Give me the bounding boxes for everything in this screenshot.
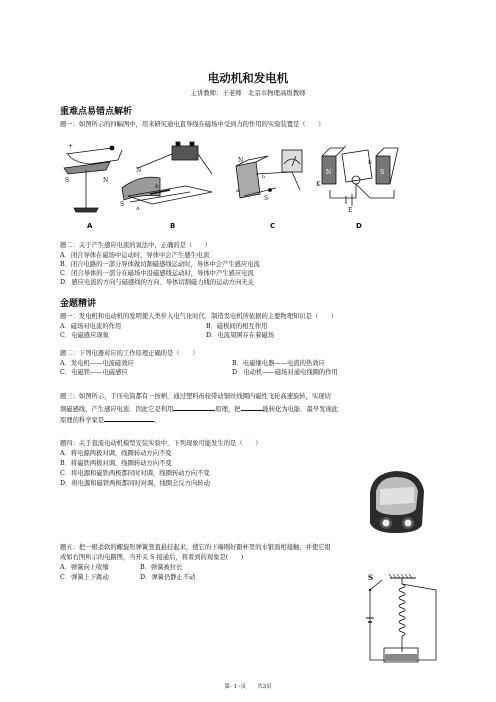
q2-option-b: B．闭合电路的一部分导体做切割磁感线运动时，导体中会产生感应电流: [60, 261, 260, 268]
svg-text:A: A: [136, 206, 140, 212]
q7-option-a: A．弹簧向上收缩: [60, 564, 109, 571]
q7-option-d: D．弹簧仍静止不动: [140, 574, 196, 581]
svg-text:B: B: [155, 184, 159, 190]
svg-text:N: N: [136, 167, 142, 174]
q5-blank-principle[interactable]: [173, 404, 215, 411]
svg-text:a: a: [236, 188, 239, 194]
q7-option-c: C．弹簧上下跳动: [60, 574, 109, 581]
svg-text:B: B: [368, 160, 372, 166]
figure-label-b: B: [170, 222, 176, 230]
switch-label: S: [368, 573, 374, 582]
q5-line-1: 题三：如图所示，手压电筒都有一按柄，通过塑料齿轮带动铜丝线圈内磁性飞轮高速旋转，实现切: [60, 393, 331, 400]
q1-text: 题一：如图所示的四幅图中，用来研究通电直导线在磁场中受到力的作用的实验装置是（ ）: [60, 121, 325, 128]
q6-option-c: C．将电源和磁铁两极都同时对调，线圈转动方向不变: [60, 470, 210, 477]
q3-option-a: A．磁场对电流的作用: [60, 323, 122, 330]
figure-label-a: A: [87, 222, 93, 230]
svg-text:c: c: [344, 144, 347, 150]
q1-figures: [0, 134, 496, 244]
figure-label-d: D: [356, 222, 362, 230]
q2-option-a: A．闭合导体在磁场中运动时，导体中会产生感生电流: [60, 252, 210, 259]
q3-option-d: D．电流周围存在着磁场: [206, 332, 275, 339]
figure-d-diagram: [316, 144, 398, 214]
q5-line-3-b: 。: [154, 417, 161, 424]
q6-option-a: A．将电源两极对调，线圈转动方向不变: [60, 450, 172, 457]
q4-text: 题二：下列电器对应的工作原理正确的是（ ）: [60, 350, 199, 357]
figure-b-diagram: [120, 142, 212, 212]
svg-text:S: S: [65, 177, 70, 184]
q3-text: 题一：发电机和电动机的发明使人类步入电气化时代．制造发电机所依据的主要物理知识是（ ）: [60, 313, 338, 320]
q7-line-1: 题五：把一根柔软的螺旋形弹簧竖直悬挂起来，使它的下端刚好跟杯里的水银面相接触，并使它组: [60, 544, 331, 551]
svg-text:S: S: [120, 201, 125, 208]
svg-text:K: K: [316, 181, 321, 188]
spring-circuit-diagram: [362, 570, 452, 670]
q7-option-b: B．弹簧被拉长: [140, 564, 183, 571]
figure-a-diagram: [64, 143, 125, 212]
svg-text:N: N: [326, 169, 332, 176]
q5-line-2-c: 能转化为电能．最早发现此: [262, 406, 339, 413]
q3-option-c: C．电磁感应现象: [60, 332, 109, 339]
svg-text:E: E: [348, 207, 353, 214]
q2-option-c: C．闭合导体的一部分在磁场中沿磁感线运动时，导体中产生感应电流: [60, 270, 254, 277]
q6-text: 题四：关于直流电动机模型安装实验中，下列现象可能发生的是（ ）: [60, 440, 262, 447]
svg-text:S: S: [264, 195, 269, 202]
figure-label-c: C: [270, 222, 276, 230]
svg-text:N: N: [238, 157, 244, 164]
q5-line-3-a: 原理的科学家是: [60, 417, 105, 424]
q5-blank-scientist[interactable]: [104, 415, 154, 422]
q4-option-d: D．电动机——磁场对通电线圈的作用: [232, 369, 338, 376]
q6-option-d: D．将电源和磁铁两极都同时对调，线圈会反方向转动: [60, 480, 210, 487]
q2-text: 题二：关于产生感应电流的说法中，正确的是（ ）: [60, 242, 212, 249]
q5-blank-energy[interactable]: [241, 404, 263, 411]
q4-option-c: C．电磁铁——电磁感应: [60, 369, 128, 376]
section-heading-1: 重难点易错点解析: [60, 107, 133, 117]
figure-c-diagram: [236, 150, 302, 202]
q5-line-3: [60, 415, 160, 425]
q5-line-2-b: 原理，把: [215, 406, 241, 413]
svg-text:S: S: [380, 169, 385, 176]
q5-line-2-a: 割磁感线，产生感应电流．因此它是利用: [60, 406, 174, 413]
page-footer: 第- 1 -页 共3页: [224, 684, 272, 690]
svg-text:b: b: [262, 174, 266, 180]
q6-option-b: B．将磁铁两极对调，线圈转动方向不变: [60, 460, 172, 467]
svg-text:N: N: [103, 177, 109, 184]
q5-line-2: [60, 404, 338, 414]
q4-option-a: A．发电机——电流磁效应: [60, 360, 134, 367]
q3-option-b: B．磁极间的相互作用: [206, 323, 268, 330]
q2-option-d: D．感应电流的方向与磁感线的方向、导体切割磁力线的运动方向无关: [60, 279, 254, 286]
section-heading-2: 金题精讲: [60, 299, 97, 309]
page-subtitle: 主讲教师：王老师 北京市物理高级教师: [190, 89, 306, 97]
page-title: 电动机和发电机: [207, 71, 289, 85]
svg-text:+: +: [68, 143, 74, 150]
flashlight-photo: [362, 465, 432, 535]
q7-line-2: 成如右图所示的电路图，当开关 S 接通后，将看到的现象是( ): [60, 554, 244, 561]
q4-option-b: B．电磁继电器——电流的热效应: [232, 360, 325, 367]
